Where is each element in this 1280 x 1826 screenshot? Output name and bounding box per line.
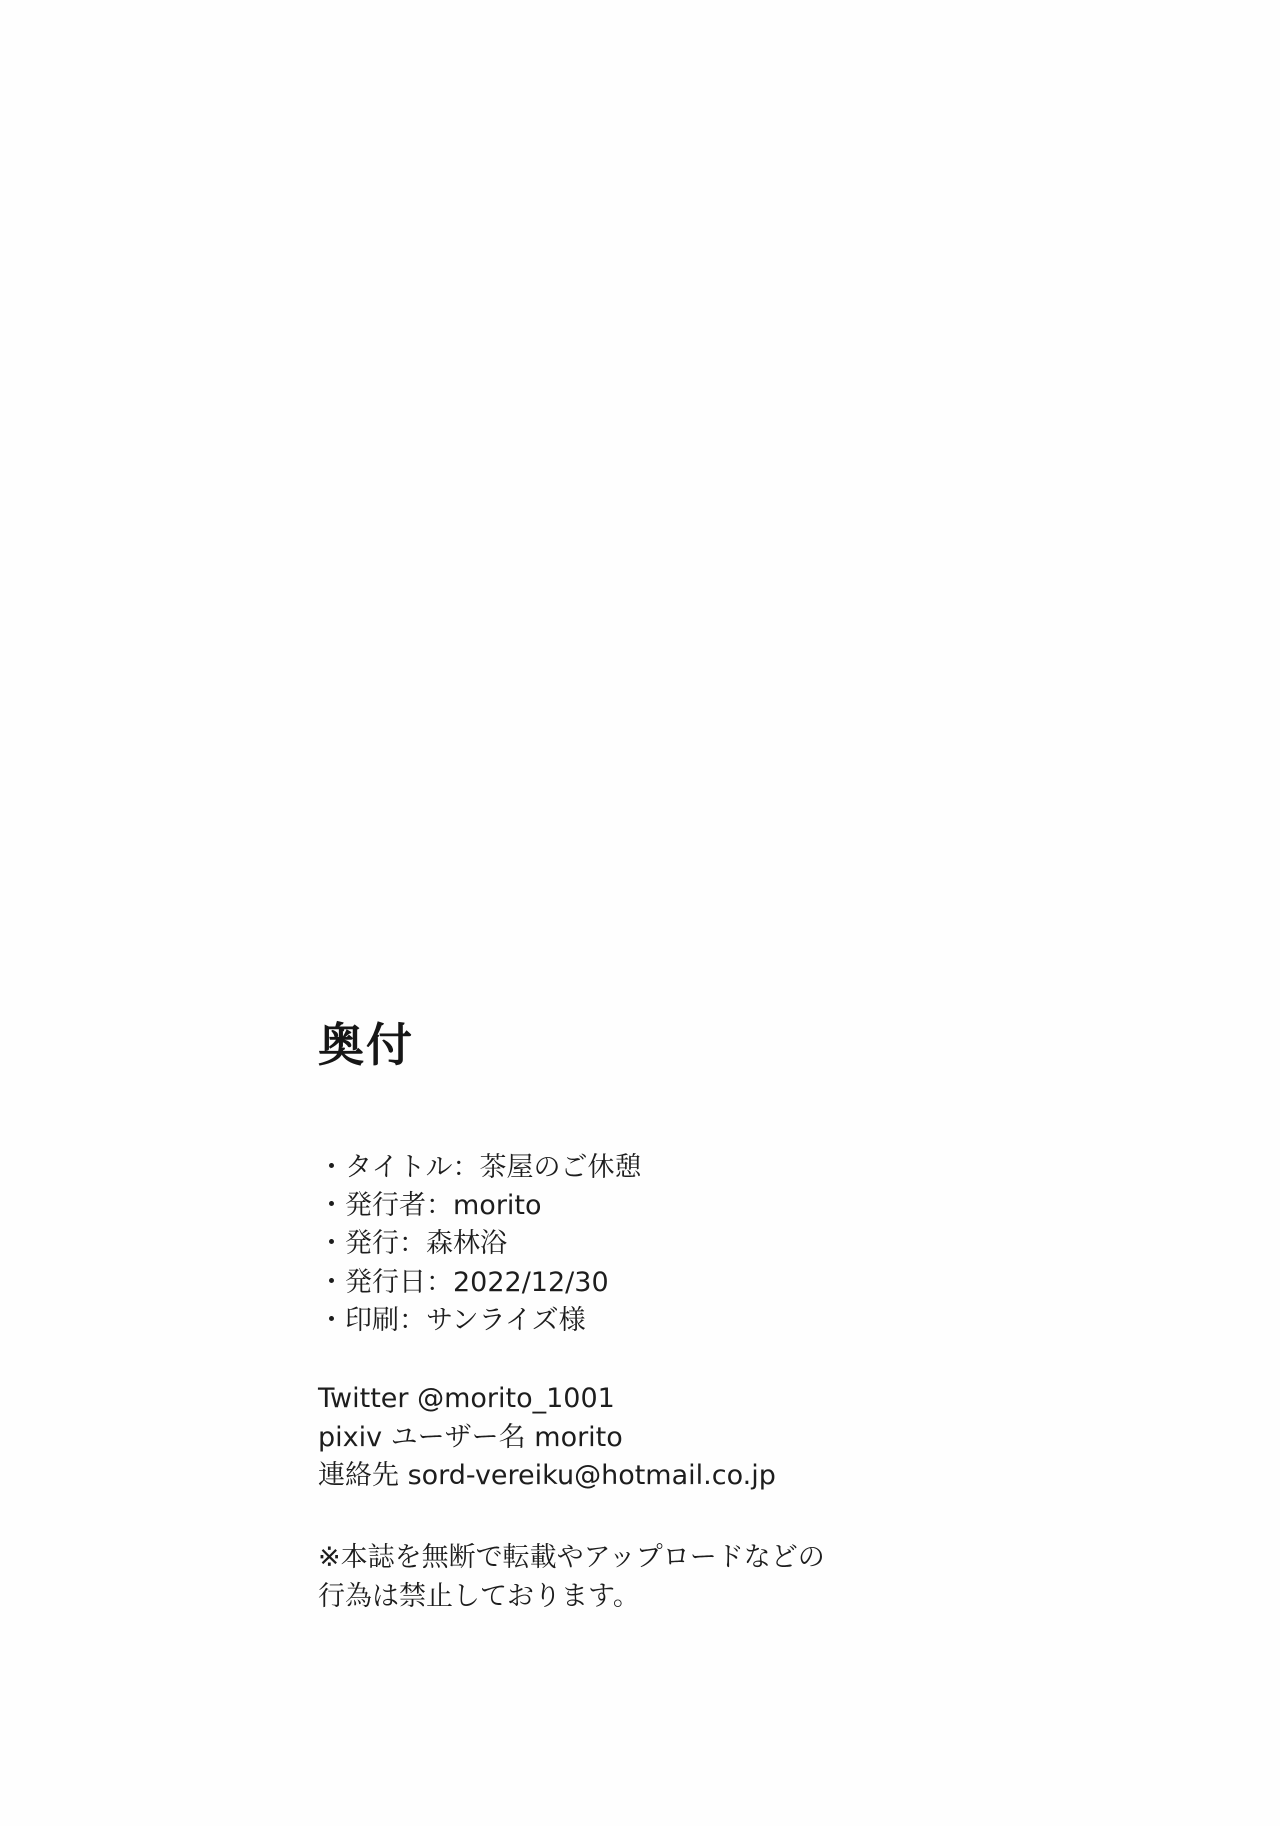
list-item: ・タイトル：茶屋のご休憩	[318, 1151, 642, 1183]
publication-info-list	[318, 1149, 1018, 1341]
page-title: 奥付	[318, 1018, 414, 1072]
contact-email: 連絡先 sord-vereiku@hotmail.co.jp	[318, 1459, 776, 1491]
notice-line: ※本誌を無断で転載やアップロードなどの	[318, 1542, 825, 1574]
contact-block	[318, 1380, 1018, 1495]
colophon-section	[318, 1020, 1018, 1616]
list-item: ・発行：森林浴	[318, 1228, 507, 1260]
twitter-handle: Twitter @morito_1001	[318, 1383, 615, 1415]
list-item: ・印刷：サンライズ様	[318, 1304, 586, 1336]
copyright-notice	[318, 1539, 958, 1616]
pixiv-username: pixiv ユーザー名 morito	[318, 1421, 623, 1453]
list-item: ・発行者：morito	[318, 1189, 542, 1221]
notice-line: 行為は禁止しております。	[318, 1580, 640, 1612]
list-item: ・発行日：2022/12/30	[318, 1266, 609, 1298]
